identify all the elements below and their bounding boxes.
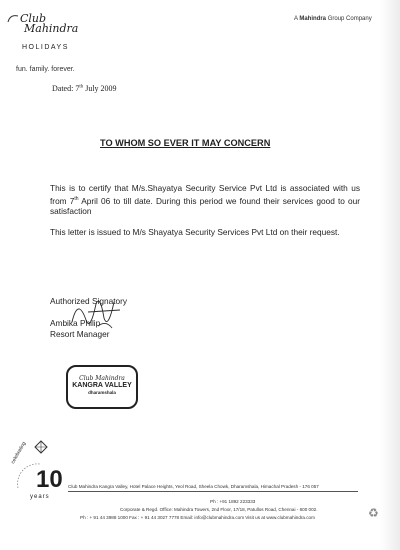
dated-day: 7 (75, 84, 80, 93)
stamp-name: KANGRA VALLEY (72, 382, 132, 389)
signatory-name: Ambika Philip (50, 318, 101, 328)
logo-text-mahindra: Mahindra (24, 22, 79, 35)
signatory-title: Resort Manager (50, 329, 110, 339)
group-brand: Mahindra (299, 16, 327, 22)
para1-part-a: This is to certify that M/s.Shayatya Security Service Pvt Ltd is associated with us from 7 (50, 183, 360, 206)
stamp-script: Club Mahindra (79, 375, 125, 382)
kite-icon (34, 440, 48, 454)
anniversary-number: 10 (36, 466, 63, 493)
logo-holidays: HOLIDAYS (22, 44, 69, 51)
footer-corporate-contact: Ph : + 91 44 3988 1000 Fax : + 91 44 3027 7778 Email: info@clubmahindra.com Visit us at www.clubmahindra.com (80, 515, 315, 520)
letter-paragraph-2: This letter is issued to M/s Shayatya Security Services Pvt Ltd on their request. (50, 227, 340, 237)
tagline: fun. family. forever. (16, 66, 75, 73)
footer-divider (68, 491, 358, 492)
para1-part-b: April 06 to till date. During this period we found their services good to our satisfaction (50, 195, 361, 216)
letter-paragraph-1 (50, 183, 360, 216)
scan-shadow (380, 0, 400, 550)
logo-swirl-icon (6, 12, 20, 24)
anniversary-years: years (30, 494, 50, 500)
dated-sup: th (79, 84, 84, 90)
para1-sup: th (74, 195, 79, 202)
dated-label: Dated: (52, 84, 74, 93)
footer-resort-address: Club Mahindra Kangra Valley, Hotel Palace Heights, Yeol Road, Sheela Chowk, Dharamshala, Himachal Pradesh - 176 057 (68, 484, 319, 489)
stamp-place: dharamshala (88, 390, 116, 395)
club-mahindra-logo (20, 14, 80, 34)
logo-text-club: Club (20, 12, 47, 25)
resort-stamp (66, 365, 138, 409)
footer-corporate-address: Corporate & Regd. Office: Mahindra Towers, 2nd Floor, 17/18, Patullos Road, Chennai - 600 002. (120, 507, 318, 512)
group-text: Group Company (327, 16, 372, 22)
dated-rest: July 2009 (85, 84, 117, 93)
footer-resort-phone: Ph : +91 1892 223333 (210, 499, 256, 504)
anniversary-arc-text: celebrating (10, 440, 28, 465)
group-company-label: A Mahindra Group Company (294, 16, 372, 22)
signature-block (50, 296, 127, 340)
recycle-icon: ♻ (368, 506, 379, 520)
signatory-label: Authorized Signatory (50, 296, 128, 306)
letter-heading: TO WHOM SO EVER IT MAY CONCERN (100, 138, 271, 148)
letter-date (52, 84, 117, 93)
